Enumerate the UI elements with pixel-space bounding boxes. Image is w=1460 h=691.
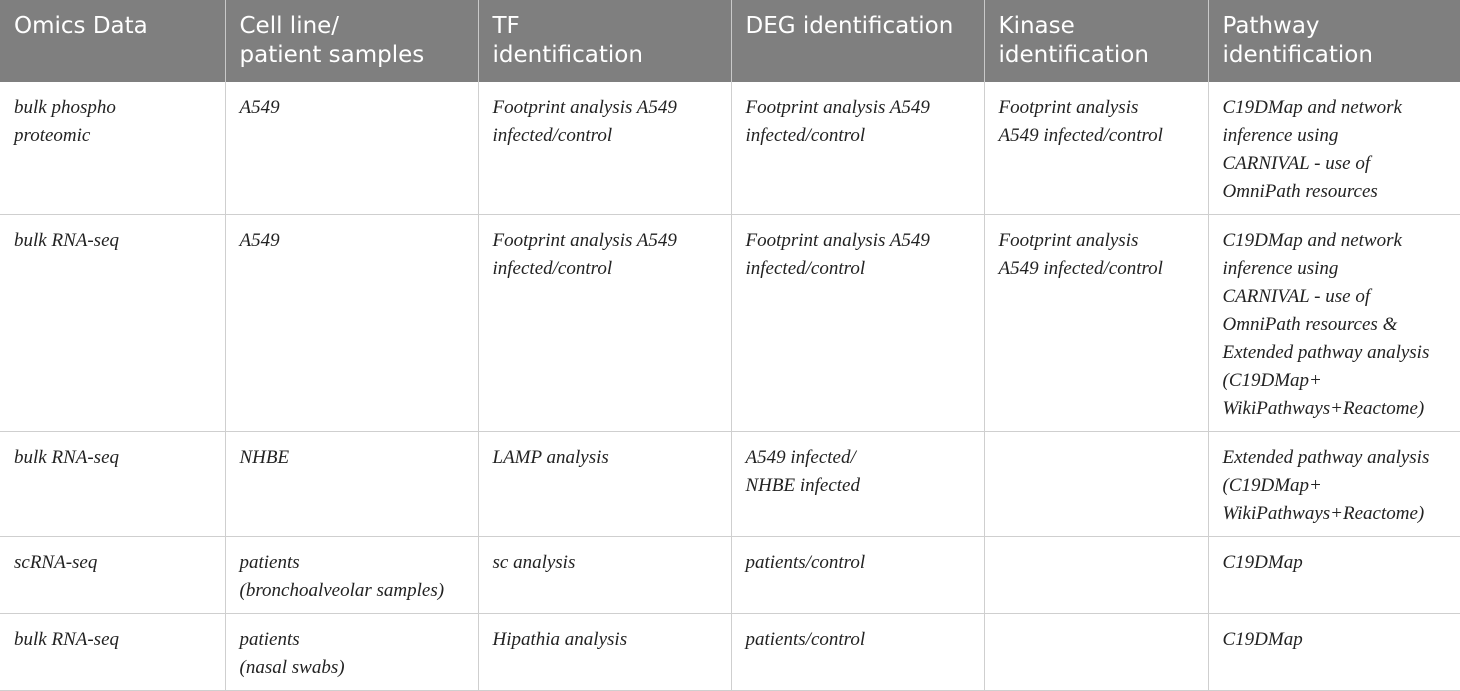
header-tf-identification: TF identification bbox=[478, 0, 731, 82]
header-deg-identification: DEG identification bbox=[731, 0, 984, 82]
cell-deg-identification: Footprint analysis A549 infected/control bbox=[731, 82, 984, 215]
cell-kinase-identification: Footprint analysis A549 infected/control bbox=[984, 215, 1208, 432]
table-row bbox=[0, 215, 1460, 432]
cell-cell-line: A549 bbox=[225, 215, 478, 432]
cell-pathway-identification: C19DMap and network inference using CARNIVAL - use of OmniPath resources & Extended pathway analysis (C19DMap+ WikiPathways+Reactome) bbox=[1208, 215, 1460, 432]
header-pathway-identification: Pathway identification bbox=[1208, 0, 1460, 82]
header-cell-line: Cell line/ patient samples bbox=[225, 0, 478, 82]
cell-tf-identification: LAMP analysis bbox=[478, 432, 731, 537]
cell-deg-identification: A549 infected/ NHBE infected bbox=[731, 432, 984, 537]
cell-kinase-identification bbox=[984, 614, 1208, 691]
table-body bbox=[0, 82, 1460, 691]
cell-deg-identification: patients/control bbox=[731, 537, 984, 614]
cell-omics-data: bulk RNA-seq bbox=[0, 432, 225, 537]
cell-pathway-identification: C19DMap and network inference using CARNIVAL - use of OmniPath resources bbox=[1208, 82, 1460, 215]
cell-cell-line: patients (bronchoalveolar samples) bbox=[225, 537, 478, 614]
cell-kinase-identification bbox=[984, 432, 1208, 537]
cell-tf-identification: sc analysis bbox=[478, 537, 731, 614]
cell-pathway-identification: Extended pathway analysis (C19DMap+ WikiPathways+Reactome) bbox=[1208, 432, 1460, 537]
cell-deg-identification: Footprint analysis A549 infected/control bbox=[731, 215, 984, 432]
cell-cell-line: NHBE bbox=[225, 432, 478, 537]
cell-pathway-identification: C19DMap bbox=[1208, 614, 1460, 691]
header-kinase-identification: Kinase identification bbox=[984, 0, 1208, 82]
header-row bbox=[0, 0, 1460, 82]
table-header bbox=[0, 0, 1460, 82]
cell-cell-line: patients (nasal swabs) bbox=[225, 614, 478, 691]
cell-omics-data: scRNA-seq bbox=[0, 537, 225, 614]
cell-kinase-identification: Footprint analysis A549 infected/control bbox=[984, 82, 1208, 215]
cell-tf-identification: Footprint analysis A549 infected/control bbox=[478, 82, 731, 215]
cell-cell-line: A549 bbox=[225, 82, 478, 215]
cell-tf-identification: Footprint analysis A549 infected/control bbox=[478, 215, 731, 432]
cell-tf-identification: Hipathia analysis bbox=[478, 614, 731, 691]
cell-omics-data: bulk RNA-seq bbox=[0, 215, 225, 432]
table-row bbox=[0, 614, 1460, 691]
table-row bbox=[0, 82, 1460, 215]
table-row bbox=[0, 432, 1460, 537]
cell-pathway-identification: C19DMap bbox=[1208, 537, 1460, 614]
table-row bbox=[0, 537, 1460, 614]
cell-kinase-identification bbox=[984, 537, 1208, 614]
cell-omics-data: bulk phospho proteomic bbox=[0, 82, 225, 215]
cell-omics-data: bulk RNA-seq bbox=[0, 614, 225, 691]
cell-deg-identification: patients/control bbox=[731, 614, 984, 691]
header-omics-data: Omics Data bbox=[0, 0, 225, 82]
